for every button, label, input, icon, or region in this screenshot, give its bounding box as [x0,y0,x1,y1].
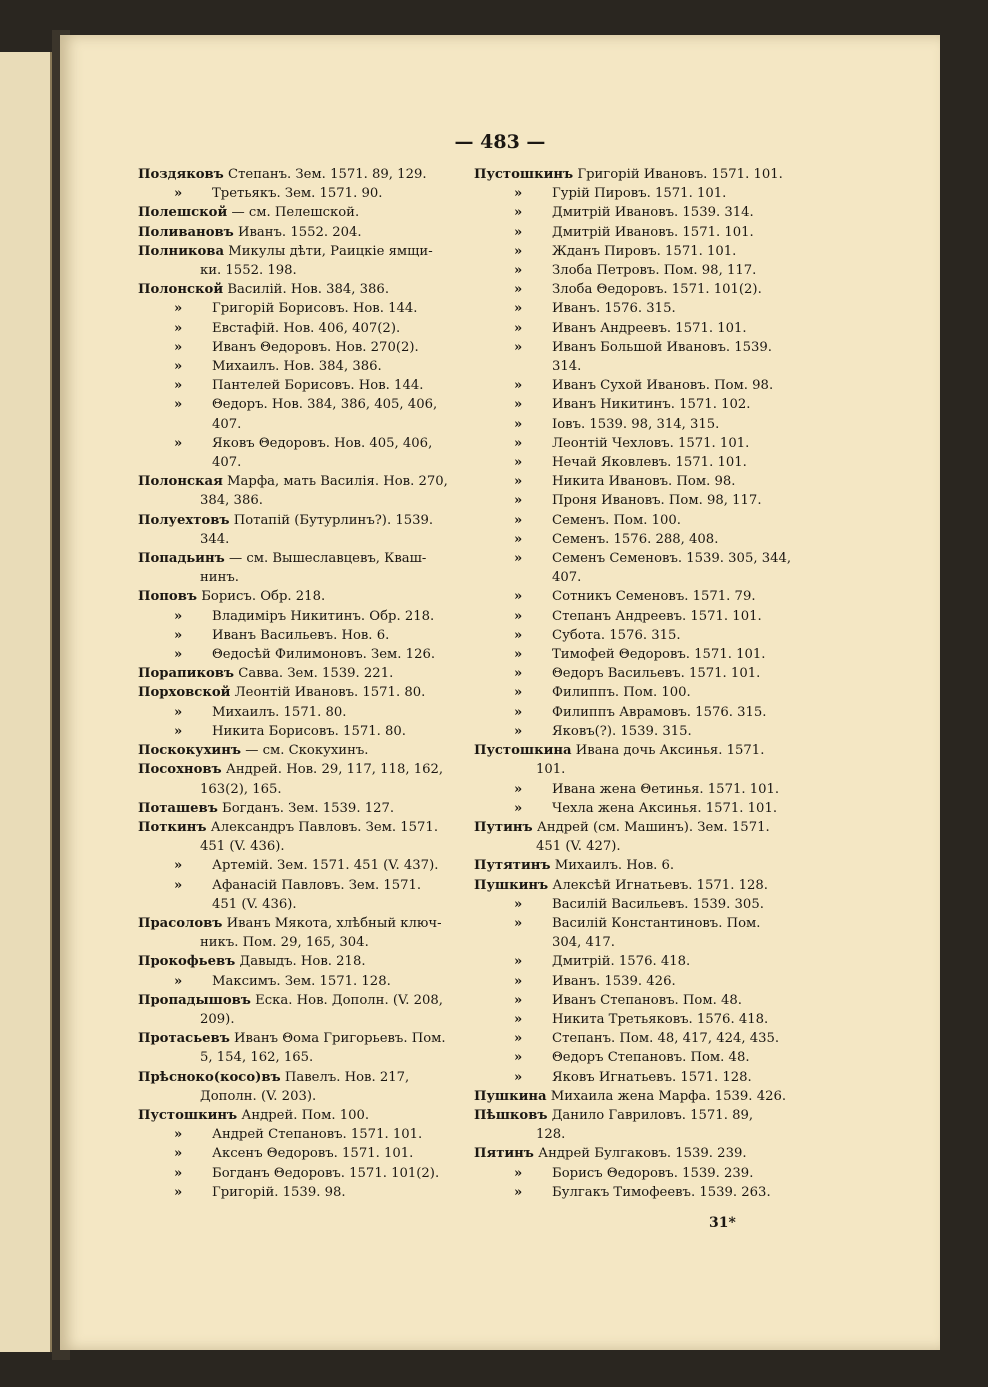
index-entry [474,299,820,318]
index-entry [474,1144,820,1163]
left-column [138,165,468,1202]
index-entry [138,876,468,914]
index-entry [138,703,468,722]
entry-text: Филиппъ. Пом. 100. [552,685,691,701]
entry-surname: Пушкина [474,1088,547,1104]
index-entry [138,357,468,376]
entry-continuation: 451 (V. 427). [536,839,621,855]
entry-text: Андрей Булгаковъ. 1539. 239. [538,1146,747,1162]
ditto-mark: » [174,320,183,336]
index-entry [138,319,468,338]
index-entry [138,952,468,971]
index-entry [474,876,820,895]
ditto-mark: » [174,301,183,317]
ditto-mark: » [174,397,183,413]
entry-text: Савва. Зем. 1539. 221. [238,666,394,682]
index-entry [474,491,820,510]
entry-text: Іовъ. 1539. 98, 314, 315. [552,416,720,432]
entry-surname: Пропадышовъ [138,992,251,1008]
page-number: — 483 — [454,131,546,153]
entry-continuation: 407. [552,570,582,586]
entry-text: Иванъ Андреевъ. 1571. 101. [552,320,747,336]
entry-text: Семенъ. Пом. 100. [552,512,681,528]
entry-continuation: 407. [212,416,242,432]
index-entry [474,319,820,338]
entry-text: Ивана жена Θетинья. 1571. 101. [552,781,780,797]
ditto-mark: » [174,858,183,874]
entry-text: Иванъ Степановъ. Пом. 48. [552,992,742,1008]
entry-surname: Полуехтовъ [138,512,230,528]
index-entry [474,415,820,434]
index-entry [138,223,468,242]
index-entry [138,1164,468,1183]
entry-text: Дмитрій Ивановъ. 1571. 101. [552,224,754,240]
entry-text: Никита Ивановъ. Пом. 98. [552,474,736,490]
ditto-mark: » [514,282,523,298]
index-entry [474,991,820,1010]
index-entry [474,280,820,299]
ditto-mark: » [514,1011,523,1027]
entry-surname: Пятинъ [474,1146,534,1162]
index-entry [138,914,468,952]
entry-text: Θедоръ. Нов. 384, 386, 405, 406, [212,397,438,413]
index-entry [138,242,468,280]
entry-text: Θедоръ Васильевъ. 1571. 101. [552,666,761,682]
ditto-mark: » [174,186,183,202]
ditto-mark: » [514,455,523,471]
index-entry [138,856,468,875]
index-entry [474,1164,820,1183]
entry-text: Аксенъ Θедоровъ. 1571. 101. [212,1146,414,1162]
entry-continuation: 304, 417. [552,935,615,951]
entry-text: Никита Борисовъ. 1571. 80. [212,723,406,739]
entry-continuation: 163(2), 165. [200,781,282,797]
index-entry [138,549,468,587]
index-entry [138,511,468,549]
index-entry [474,972,820,991]
ditto-mark: » [514,647,523,663]
index-entry [474,1087,820,1106]
ditto-mark: » [514,378,523,394]
entry-text: Максимъ. Зем. 1571. 128. [212,973,391,989]
index-entry [474,607,820,626]
index-entry [474,472,820,491]
entry-text: Владиміръ Никитинъ. Обр. 218. [212,608,435,624]
entry-text: — см. Вышеславцевъ, Кваш- [228,551,427,567]
entry-surname: Порховской [138,685,231,701]
entry-text: Алексѣй Игнатьевъ. 1571. 128. [552,877,768,893]
entry-surname: Поткинъ [138,819,207,835]
entry-text: Борисъ. Обр. 218. [201,589,326,605]
entry-text: Леонтій Чехловъ. 1571. 101. [552,435,750,451]
ditto-mark: » [174,973,183,989]
entry-surname: Прѣсноко(косо)въ [138,1069,281,1085]
ditto-mark: » [514,320,523,336]
entry-text: Степанъ Андреевъ. 1571. 101. [552,608,762,624]
ditto-mark: » [514,301,523,317]
index-entry [138,299,468,318]
ditto-mark: » [514,685,523,701]
index-entry [138,1106,468,1125]
entry-surname: Полникова [138,243,225,259]
index-entry [474,741,820,779]
ditto-mark: » [514,992,523,1008]
entry-surname: Пустошкинъ [138,1107,238,1123]
entry-text: Павелъ. Нов. 217, [284,1069,410,1085]
index-entry [138,184,468,203]
entry-text: Иванъ. 1576. 315. [552,301,676,317]
entry-text: Афанасій Павловъ. Зем. 1571. [212,877,422,893]
ditto-mark: » [514,781,523,797]
ditto-mark: » [514,416,523,432]
entry-continuation: 451 (V. 436). [200,839,285,855]
entry-continuation: 5, 154, 162, 165. [200,1050,314,1066]
entry-text: Злоба Θедоровъ. 1571. 101(2). [552,282,762,298]
ditto-mark: » [174,608,183,624]
entry-text: Θедосѣй Филимоновъ. Зем. 126. [212,647,436,663]
entry-surname: Путинъ [474,819,533,835]
ditto-mark: » [174,435,183,451]
entry-surname: Полешской [138,205,228,221]
entry-text: Андрей. Нов. 29, 117, 118, 162, [225,762,444,778]
index-entry [474,895,820,914]
index-entry [474,434,820,453]
entry-surname: Поздяковъ [138,167,224,182]
index-entry [474,1106,820,1144]
entry-text: Иванъ Большой Ивановъ. 1539. [552,339,772,355]
ditto-mark: » [514,723,523,739]
entry-text: Потапій (Бутурлинъ?). 1539. [233,512,434,528]
entry-text: Никита Третьяковъ. 1576. 418. [552,1011,769,1027]
index-entry [474,453,820,472]
entry-text: Марфа, мать Василія. Нов. 270, [227,474,448,490]
ditto-mark: » [514,608,523,624]
entry-text: Пантелей Борисовъ. Нов. 144. [212,378,424,394]
entry-text: Проня Ивановъ. Пом. 98, 117. [552,493,762,509]
entry-text: Степанъ. Зем. 1571. 89, 129. [228,167,427,182]
ditto-mark: » [514,915,523,931]
entry-continuation: 344. [200,531,230,547]
entry-surname: Поскокухинъ [138,743,241,759]
entry-surname: Поташевъ [138,800,218,816]
entry-surname: Прокофьевъ [138,954,236,970]
index-entry [474,645,820,664]
index-entry [474,818,820,856]
entry-surname: Порапиковъ [138,666,235,682]
ditto-mark: » [174,378,183,394]
index-entry [474,799,820,818]
entry-continuation: 451 (V. 436). [212,896,297,912]
index-entry [474,184,820,203]
index-entry [138,760,468,798]
index-entry [138,991,468,1029]
entry-text: Григорій Ивановъ. 1571. 101. [577,167,783,182]
entry-text: Артемій. Зем. 1571. 451 (V. 437). [212,858,439,874]
entry-text: Еска. Нов. Дополн. (V. 208, [255,992,443,1008]
index-entry [474,1183,820,1202]
ditto-mark: » [514,512,523,528]
ditto-mark: » [514,205,523,221]
entry-continuation: ки. 1552. 198. [200,263,297,279]
index-entry [138,587,468,606]
entry-text: Сотникъ Семеновъ. 1571. 79. [552,589,756,605]
ditto-mark: » [514,435,523,451]
ditto-mark: » [514,954,523,970]
index-entry [138,472,468,510]
entry-text: Михаила жена Марфа. 1539. 426. [550,1088,787,1104]
entry-text: Семенъ Семеновъ. 1539. 305, 344, [552,551,792,567]
ditto-mark: » [514,551,523,567]
index-entry [474,395,820,414]
index-entry [474,1068,820,1087]
ditto-mark: » [514,339,523,355]
index-entry [474,549,820,587]
index-entry [138,280,468,299]
index-entry [138,1068,468,1106]
ditto-mark: » [174,1127,183,1143]
ditto-mark: » [174,704,183,720]
index-entry [474,722,820,741]
left-page-edge [0,52,52,1352]
entry-text: Яковъ Θедоровъ. Нов. 405, 406, [212,435,433,451]
entry-text: Тимофей Θедоровъ. 1571. 101. [552,647,766,663]
entry-text: Борисъ Θедоровъ. 1539. 239. [552,1165,754,1181]
index-entry [474,952,820,971]
index-entry [138,741,468,760]
entry-text: Андрей Степановъ. 1571. 101. [212,1127,423,1143]
ditto-mark: » [514,896,523,912]
entry-text: Александръ Павловъ. Зем. 1571. [210,819,439,835]
index-entry [474,242,820,261]
ditto-mark: » [514,186,523,202]
entry-text: Третьякъ. Зем. 1571. 90. [212,186,383,202]
index-entry [138,626,468,645]
ditto-mark: » [514,474,523,490]
index-entry [474,203,820,222]
entry-text: Григорій Борисовъ. Нов. 144. [212,301,418,317]
ditto-mark: » [174,1146,183,1162]
ditto-mark: » [174,1165,183,1181]
entry-continuation: 407. [212,455,242,471]
entry-text: Филиппъ Аврамовъ. 1576. 315. [552,704,767,720]
entry-text: Нечай Яковлевъ. 1571. 101. [552,455,747,471]
index-entry [138,664,468,683]
index-entry [138,434,468,472]
entry-text: Михаилъ. Нов. 384, 386. [212,359,382,375]
ditto-mark: » [174,723,183,739]
index-entry [138,972,468,991]
entry-text: Булгакъ Тимофеевъ. 1539. 263. [552,1184,771,1200]
book-page [60,35,940,1350]
entry-continuation: 101. [536,762,566,778]
index-entry [474,587,820,606]
ditto-mark: » [174,647,183,663]
entry-text: Иванъ Мякота, хлѣбный ключ- [226,915,442,931]
entry-surname: Попадьинъ [138,551,225,567]
ditto-mark: » [514,1184,523,1200]
index-entry [474,223,820,242]
index-entry [138,799,468,818]
ditto-mark: » [174,1184,183,1200]
entry-text: Гурій Пировъ. 1571. 101. [552,186,727,202]
entry-text: Андрей. Пом. 100. [241,1107,370,1123]
entry-text: Василій. Нов. 384, 386. [227,282,390,298]
ditto-mark: » [514,666,523,682]
entry-text: Θедоръ Степановъ. Пом. 48. [552,1050,750,1066]
entry-text: — см. Скокухинъ. [245,743,369,759]
entry-text: Евстафій. Нов. 406, 407(2). [212,320,401,336]
ditto-mark: » [514,263,523,279]
entry-continuation: 314. [552,359,582,375]
ditto-mark: » [514,243,523,259]
entry-continuation: 128. [536,1127,566,1143]
index-entry [474,856,820,875]
entry-text: Субота. 1576. 315. [552,627,681,643]
entry-text: Василій Васильевъ. 1539. 305. [552,896,764,912]
entry-continuation: нинъ. [200,570,239,586]
index-entry [474,338,820,376]
index-entry [138,395,468,433]
index-entry [138,165,468,184]
entry-text: Богданъ Θедоровъ. 1571. 101(2). [212,1165,440,1181]
ditto-mark: » [514,493,523,509]
entry-text: Давыдъ. Нов. 218. [239,954,366,970]
index-entry [138,1029,468,1067]
entry-text: — см. Пелешской. [231,205,360,221]
index-entry [474,780,820,799]
entry-text: Яковъ(?). 1539. 315. [552,723,692,739]
entry-text: Василій Константиновъ. Пом. [552,915,761,931]
index-entry [474,261,820,280]
index-entry [474,1029,820,1048]
entry-surname: Протасьевъ [138,1031,230,1047]
entry-surname: Путятинъ [474,858,551,874]
entry-text: Ивана дочь Аксинья. 1571. [575,743,765,759]
ditto-mark: » [174,359,183,375]
index-entry [138,683,468,702]
ditto-mark: » [514,704,523,720]
signature-mark: 31* [709,1215,736,1231]
index-entry [138,338,468,357]
entry-text: Григорій. 1539. 98. [212,1184,346,1200]
entry-text: Дмитрій. 1576. 418. [552,954,691,970]
entry-text: Чехла жена Аксинья. 1571. 101. [552,800,778,816]
index-entry [474,165,820,184]
ditto-mark: » [514,1050,523,1066]
entry-text: Семенъ. 1576. 288, 408. [552,531,719,547]
ditto-mark: » [514,1069,523,1085]
index-entry [138,376,468,395]
ditto-mark: » [514,973,523,989]
index-entry [138,1144,468,1163]
index-entry [474,376,820,395]
entry-text: Злоба Петровъ. Пом. 98, 117. [552,263,757,279]
ditto-mark: » [514,1031,523,1047]
index-entry [138,203,468,222]
entry-continuation: 384, 386. [200,493,263,509]
index-entry [474,1048,820,1067]
index-entry [138,818,468,856]
index-entry [138,1183,468,1202]
entry-text: Иванъ. 1539. 426. [552,973,676,989]
right-column [474,165,820,1202]
index-entry [474,683,820,702]
entry-text: Микулы дѣти, Раицкіе ямщи- [228,243,433,259]
ditto-mark: » [514,800,523,816]
index-entry [138,1125,468,1144]
entry-text: Дмитрій Ивановъ. 1539. 314. [552,205,754,221]
entry-text: Иванъ. 1552. 204. [237,224,362,240]
entry-text: Иванъ Сухой Ивановъ. Пом. 98. [552,378,774,394]
ditto-mark: » [514,224,523,240]
entry-text: Богданъ. Зем. 1539. 127. [222,800,395,816]
entry-surname: Пушкинъ [474,877,549,893]
ditto-mark: » [514,1165,523,1181]
index-entry [474,914,820,952]
entry-continuation: Дополн. (V. 203). [200,1088,317,1104]
entry-surname: Поливановъ [138,224,234,240]
entry-text: Михаилъ. 1571. 80. [212,704,347,720]
entry-surname: Посохновъ [138,762,222,778]
entry-surname: Полонская [138,474,223,490]
entry-continuation: никъ. Пом. 29, 165, 304. [200,935,369,951]
entry-text: Леонтій Ивановъ. 1571. 80. [234,685,426,701]
entry-surname: Пустошкинъ [474,167,574,182]
index-entry [474,511,820,530]
entry-text: Михаилъ. Нов. 6. [554,858,675,874]
entry-text: Иванъ Васильевъ. Нов. 6. [212,627,390,643]
index-entry [474,530,820,549]
ditto-mark: » [174,877,183,893]
entry-text: Иванъ Θедоровъ. Нов. 270(2). [212,339,419,355]
entry-text: Жданъ Пировъ. 1571. 101. [552,243,737,259]
entry-surname: Пѣшковъ [474,1107,548,1123]
entry-surname: Поповъ [138,589,197,605]
index-entry [138,607,468,626]
entry-text: Яковъ Игнатьевъ. 1571. 128. [552,1069,752,1085]
index-entry [474,703,820,722]
entry-text: Иванъ Никитинъ. 1571. 102. [552,397,751,413]
ditto-mark: » [174,339,183,355]
entry-text: Иванъ Θома Григорьевъ. Пом. [234,1031,446,1047]
ditto-mark: » [174,627,183,643]
entry-surname: Прасоловъ [138,915,223,931]
entry-text: Андрей (см. Машинъ). Зем. 1571. [536,819,770,835]
ditto-mark: » [514,531,523,547]
index-entry [138,645,468,664]
ditto-mark: » [514,627,523,643]
index-entry [138,722,468,741]
ditto-mark: » [514,397,523,413]
entry-surname: Полонской [138,282,224,298]
index-entry [474,1010,820,1029]
index-entry [474,664,820,683]
entry-continuation: 209). [200,1011,235,1027]
entry-text: Степанъ. Пом. 48, 417, 424, 435. [552,1031,780,1047]
ditto-mark: » [514,589,523,605]
entry-surname: Пустошкина [474,743,572,759]
index-entry [474,626,820,645]
entry-text: Данило Гавриловъ. 1571. 89, [551,1107,754,1123]
